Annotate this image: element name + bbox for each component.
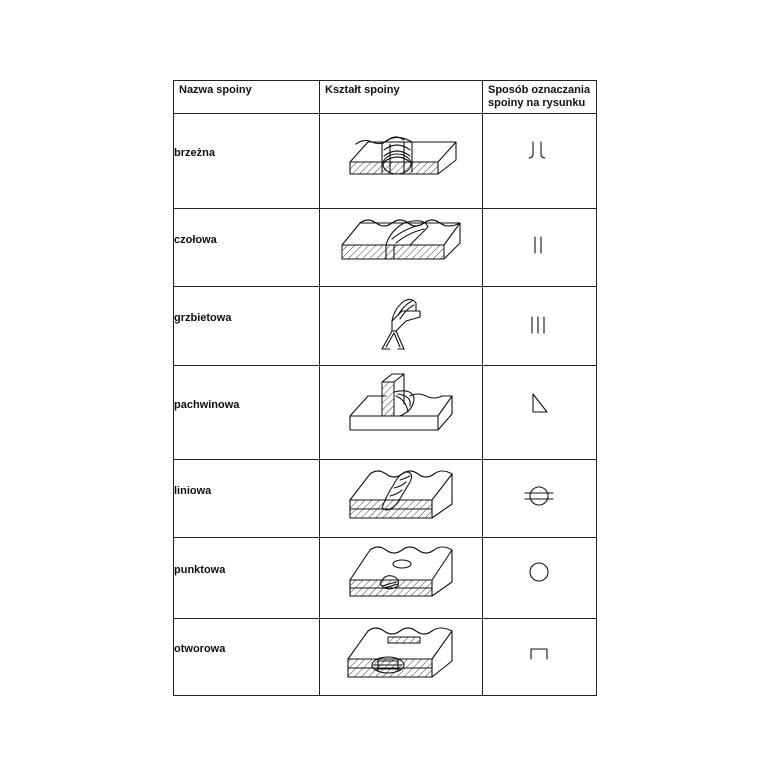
weld-types-table [173,80,597,696]
fillet-weld-symbol [483,366,596,459]
table-row [174,366,597,460]
header-shape: Kształt spoiny [320,81,483,114]
table-row [174,619,597,696]
table-row [174,114,597,209]
plug-weld-drawing [320,619,482,695]
seam-weld-drawing [320,460,482,537]
flange-weld-symbol [483,114,596,208]
header-symbol: Sposób oznaczania spoiny na rysunku [483,81,597,114]
weld-name: liniowa [174,460,320,538]
weld-name: pachwinowa [174,366,320,460]
weld-name: punktowa [174,538,320,619]
header-row [174,81,597,114]
table-row [174,287,597,366]
fillet-weld-drawing [320,366,482,459]
seam-weld-symbol [483,460,596,537]
table-row [174,538,597,619]
weld-name: otworowa [174,619,320,696]
header-name: Nazwa spoiny [174,81,320,114]
flange-weld-drawing [320,114,482,208]
butt-weld-symbol [483,209,596,286]
table-row [174,209,597,287]
weld-name: brzeżna [174,114,320,209]
back-weld-drawing [320,287,482,365]
spot-weld-drawing [320,538,482,618]
table-row [174,460,597,538]
back-weld-symbol [483,287,596,365]
spot-weld-symbol [483,538,596,618]
butt-weld-drawing [320,209,482,286]
weld-name: grzbietowa [174,287,320,366]
plug-weld-symbol [483,619,596,695]
weld-name: czołowa [174,209,320,287]
